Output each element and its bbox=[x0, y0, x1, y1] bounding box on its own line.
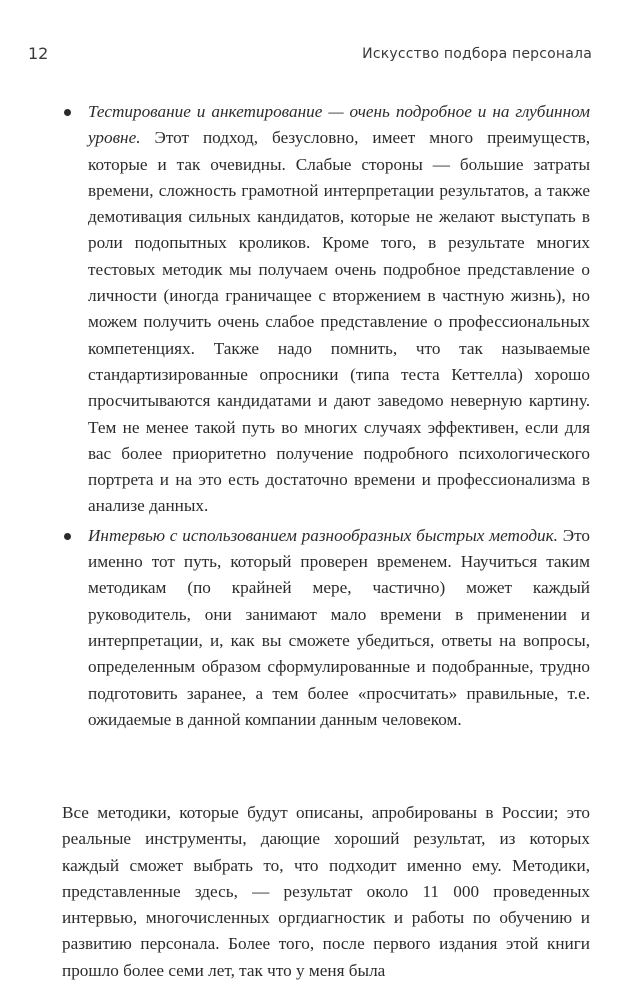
bullet-icon bbox=[64, 109, 71, 116]
bullet-lead-in: Тестирование и анкетирование — очень подробное и на глубинном уровне. bbox=[88, 102, 590, 148]
body-paragraph: Все методики, которые будут описаны, апробированы в России; это реальные инструменты, дающие хороший результат, из которых каждый сможет выбрать то, что подходит именно ему. Методики, представленные здесь, — результат около 11 000 проведенных интервью, многочисленных оргдиагностик и работы по обучению и развитию персонала. Более того, после первого издания этой книги прошло более семи лет, так что у меня была bbox=[62, 803, 590, 980]
page-header bbox=[28, 44, 592, 68]
bullet-list bbox=[64, 99, 590, 736]
bullet-lead-in: Интервью с использованием разнообразных быстрых методик. bbox=[88, 525, 558, 545]
list-item bbox=[64, 523, 590, 733]
page-number: 12 bbox=[28, 44, 49, 63]
running-title: Искусство подбора персонала bbox=[362, 46, 592, 62]
bullet-text: Это именно тот путь, который проверен временем. Научиться таким методикам (по крайней мере, частично) может каждый руководитель, они занимают мало времени в применении и интерпретации, и, как вы сможете убедиться, ответы на вопросы, определенным образом сформулированные и подобранные, трудно подготовить заранее, а тем более «просчитать» правильные, т.е. ожидаемые в данной компании данным человеком. bbox=[88, 525, 590, 729]
bullet-text: Этот подход, безусловно, имеет много преимуществ, которые и так очевидны. Слабые стороны — большие затраты времени, сложность грамотной интерпретации результатов, а также демотивация сильных кандидатов, которые не желают выступать в роли подопытных кроликов. Кроме того, в результате многих тестовых методик мы получаем очень подробное представление о личности (иногда граничащее с вторжением в частную жизнь), но можем получить очень слабое представление о профессиональных компетенциях. Также надо помнить, что так называемые стандартизированные опросники (типа теста Кеттелла) хорошо просчитываются кандидатами и дают заведомо неверную картину. Тем не менее такой путь во многих случаях эффективен, если для вас более приоритетно получение подробного психологического портрета и на это есть достаточно времени и профессионализма в анализе данных. bbox=[88, 128, 590, 516]
bullet-icon bbox=[64, 533, 71, 540]
list-item bbox=[64, 99, 590, 520]
